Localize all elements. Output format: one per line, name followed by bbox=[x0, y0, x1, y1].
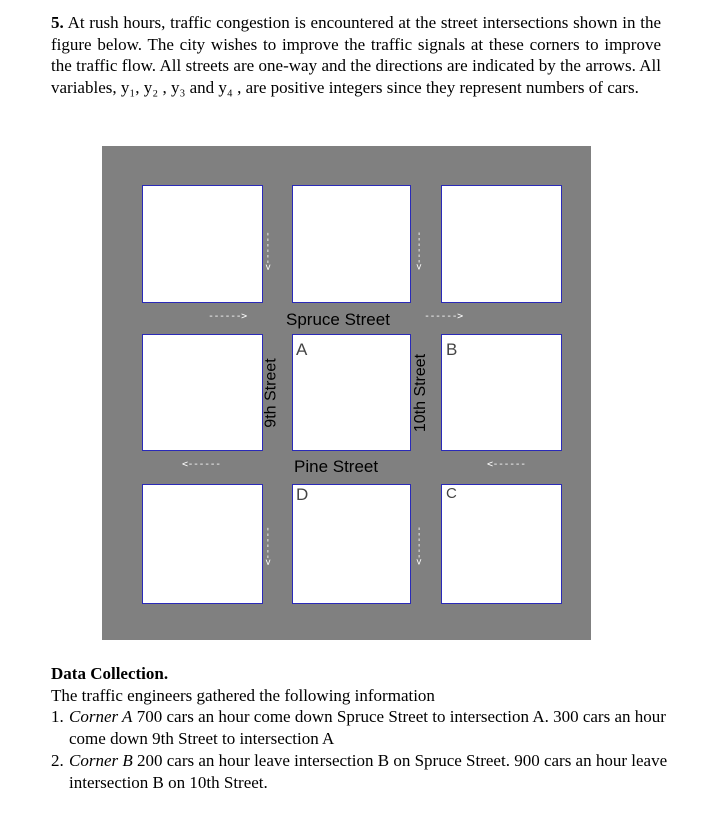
data-item-2-corner: Corner B bbox=[69, 751, 133, 771]
block-mid-left bbox=[142, 334, 263, 451]
corner-d-label: D bbox=[296, 485, 309, 504]
data-item-1-number: 1. bbox=[51, 707, 64, 727]
corner-b-label: B bbox=[446, 340, 458, 359]
data-item-1-text: 700 cars an hour come down Spruce Street to intersection A. 300 cars an hour come down 9th Street to intersection A bbox=[69, 707, 666, 748]
pine-arrow-left-left: <------ bbox=[182, 459, 221, 470]
pine-street-label: Pine Street bbox=[294, 457, 379, 476]
data-item-2-number: 2. bbox=[51, 751, 64, 771]
block-top-left bbox=[142, 185, 263, 303]
block-bottom-middle bbox=[292, 484, 411, 604]
spruce-arrow-left-right: ------> bbox=[208, 311, 247, 322]
block-bottom-left bbox=[142, 484, 263, 604]
pine-arrow-right-left: <------ bbox=[487, 459, 526, 470]
tenth-arrow-bottom-up: <------ bbox=[413, 526, 425, 565]
data-collection-heading: Data Collection. bbox=[51, 664, 169, 683]
block-mid-middle bbox=[292, 334, 411, 451]
block-top-middle bbox=[292, 185, 411, 303]
tenth-street-label: 10th Street bbox=[412, 353, 430, 433]
block-mid-right bbox=[441, 334, 562, 451]
corner-c-label: C bbox=[446, 485, 457, 502]
tenth-arrow-top-up: <------ bbox=[413, 231, 425, 270]
data-item-2-text: 200 cars an hour leave intersection B on Spruce Street. 900 cars an hour leave intersection B on 10th Street. bbox=[69, 751, 668, 792]
problem-statement bbox=[51, 12, 661, 98]
ninth-arrow-bottom-down: ------> bbox=[261, 526, 273, 565]
data-item-2 bbox=[51, 750, 671, 793]
corner-a-label: A bbox=[296, 340, 308, 359]
spruce-arrow-right-right: ------> bbox=[424, 311, 463, 322]
block-top-right bbox=[441, 185, 562, 303]
spruce-street-label: Spruce Street bbox=[286, 310, 390, 329]
data-item-1 bbox=[51, 706, 671, 749]
data-collection bbox=[51, 663, 671, 794]
traffic-figure bbox=[102, 146, 591, 640]
problem-text: At rush hours, traffic congestion is encountered at the street intersections shown in the figure below. The city wishes to improve the traffic signals at these corners to improve the traffic flow. All streets are one-way and the directions are indicated by the arrows. All variables, y₁, y₂ , y₃ and y₄ , are positive integers since they represent numbers of cars. bbox=[51, 13, 662, 97]
data-collection-intro: The traffic engineers gathered the following information bbox=[51, 685, 435, 705]
ninth-arrow-top-down: ------> bbox=[261, 231, 273, 270]
ninth-street-label: 9th Street bbox=[262, 358, 280, 428]
block-bottom-right bbox=[441, 484, 562, 604]
data-item-1-corner: Corner A bbox=[69, 707, 133, 727]
problem-number: 5. bbox=[51, 13, 64, 32]
